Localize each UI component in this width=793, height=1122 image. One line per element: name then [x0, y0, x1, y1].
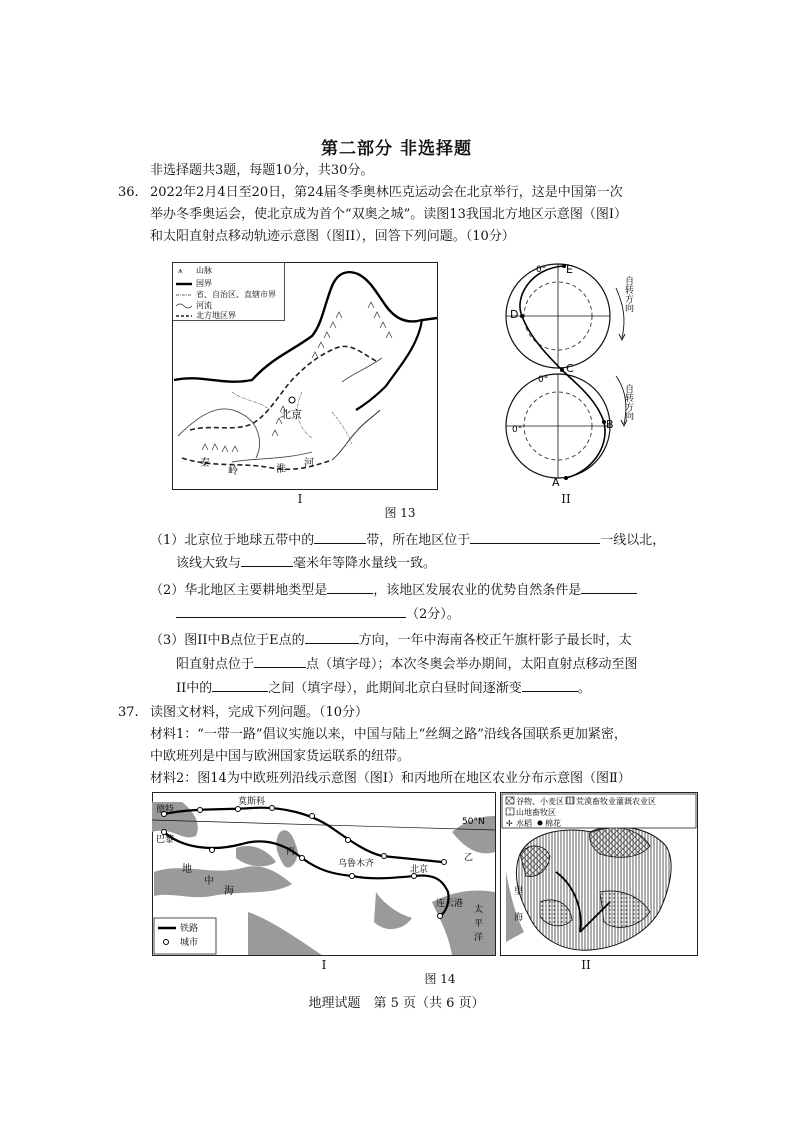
q36-p1-text: （1）北京位于地球五带中的 — [150, 533, 315, 548]
q36-p2-text: （2分）。 — [406, 607, 460, 622]
fig14-sub-i: I — [321, 958, 327, 972]
legend-item: 省、自治区、直辖市界 — [196, 290, 276, 299]
answer-blank[interactable] — [176, 604, 406, 618]
map-label: 里 — [514, 887, 524, 897]
answer-blank[interactable] — [314, 530, 366, 544]
q36-line3: 和太阳直射点移动轨迹示意图（图II），回答下列问题。（10分） — [150, 229, 515, 244]
desert-irrigation-icon — [566, 797, 574, 804]
q36-p2-line2 — [176, 604, 460, 625]
cotton-icon — [538, 821, 543, 826]
map-label: 莫斯科 — [238, 797, 266, 807]
q36-p3-text: 。 — [577, 681, 591, 696]
q37-material1-line2: 中欧班列是中国与欧洲国家货运联系的纽带。 — [150, 749, 411, 764]
map-label-beijing: 北京 — [280, 408, 302, 421]
legend-item: 山地畜牧区 — [516, 808, 556, 817]
orbit-label-c: C — [566, 362, 574, 375]
map-label: 平 — [474, 919, 484, 929]
fig13-caption: 图 13 — [384, 506, 416, 520]
legend-item: 铁路 — [180, 924, 199, 934]
legend-item: 山脉 — [196, 266, 212, 275]
q36-line1: 2022年2月4日至20日，第24届冬季奥林匹克运动会在北京举行，这是中国第一次 — [150, 185, 623, 200]
legend-item: 荒漠畜牧业灌溉农业区 — [576, 797, 656, 806]
orbit-label-b: B — [606, 418, 614, 431]
q36-number: 36. — [118, 185, 139, 200]
fig14-map-ii — [500, 792, 698, 956]
q36-p3-text: II中的 — [176, 681, 213, 696]
answer-blank[interactable] — [470, 530, 600, 544]
answer-blank[interactable] — [212, 678, 268, 692]
fig13-sub-i: I — [297, 492, 303, 506]
legend-item: 水稻 — [516, 819, 532, 828]
rice-icon: ✢ — [506, 819, 513, 828]
map-label: 海 — [224, 886, 234, 897]
map-label: 中 — [204, 876, 214, 887]
answer-blank[interactable] — [581, 580, 637, 594]
orbit-zero-label: 0° — [536, 265, 547, 275]
legend-item: 谷物、小麦区 — [516, 797, 564, 806]
q36-p3-text: 之间（填字母），此期间北京白昼时间逐渐变 — [268, 681, 522, 696]
legend-item: 北方地区界 — [196, 311, 236, 320]
map-label: 洋 — [474, 933, 484, 943]
map-label: 乌鲁木齐 — [338, 859, 375, 869]
fig14-caption: 图 14 — [424, 972, 456, 986]
orbit-zero-label: 0° — [538, 375, 549, 385]
grain-wheat-icon — [506, 797, 514, 804]
q36-p2-text: （2）华北地区主要耕地类型是 — [150, 583, 328, 598]
legend-item: 河流 — [196, 301, 212, 310]
q37-number: 37. — [118, 705, 139, 720]
mountain-pasture-icon — [506, 808, 514, 815]
q37-material1-line1: 材料1：“一带一路”倡议实施以来，中国与陆上“丝绸之路”沿线各国联系更加紧密， — [150, 727, 627, 742]
map-label: 河 — [304, 458, 314, 469]
q36-p2-line1 — [150, 580, 637, 601]
answer-blank[interactable] — [241, 553, 293, 567]
answer-blank[interactable] — [254, 654, 306, 668]
answer-blank[interactable] — [305, 630, 359, 644]
legend-item: 国界 — [196, 279, 212, 288]
orbit-label-d: D — [510, 308, 519, 321]
legend-item: 城市 — [180, 938, 199, 948]
section-title: 第二部分 非选择题 — [321, 139, 472, 159]
lat-label: 50°N — [462, 817, 485, 827]
city-icon — [164, 940, 169, 945]
map-label: 秦 — [200, 458, 210, 469]
q36-p3-text: （3）图II中B点位于E点的 — [150, 633, 305, 648]
q36-p2-text: ，该地区发展农业的优势自然条件是 — [373, 583, 582, 598]
map-label: 巴黎 — [156, 835, 175, 845]
answer-blank[interactable] — [327, 580, 373, 594]
q36-p3-line1 — [150, 630, 632, 651]
map-label: 连云港 — [436, 899, 464, 909]
orbit-label-a: A — [552, 476, 560, 489]
fig13-sub-ii: II — [561, 492, 571, 506]
map-label: 太 — [474, 905, 484, 915]
q36-p3-text: 点（填字母）；本次冬奥会举办期间，太阳直射点移动至图 — [306, 657, 638, 672]
map-label: 德特 — [156, 805, 175, 815]
q36-line2: 举办冬季奥运会，使北京成为首个“双奥之城”。读图13我国北方地区示意图（图I） — [150, 207, 627, 222]
map-label: 丙 — [286, 847, 296, 857]
rotation-direction-label: 自转方向 — [623, 384, 633, 420]
q36-p1-text: 该线大致与 — [176, 556, 242, 571]
answer-blank[interactable] — [522, 678, 578, 692]
mountain-icon: ⩚ — [178, 266, 183, 275]
fig14-sub-ii: II — [581, 958, 591, 972]
beijing-dot — [289, 397, 295, 403]
map-label: 岭 — [228, 466, 238, 477]
section-intro: 非选择题共3题，每题10分，共30分。 — [150, 163, 374, 178]
q36-p3-text: 阳直射点位于 — [176, 657, 255, 672]
map-label: 地 — [182, 864, 192, 875]
map-label: 乙 — [464, 853, 474, 863]
q36-p1-line2 — [176, 553, 436, 574]
q36-p3-text: 方向，一年中海南各校正午旗杆影子最长时，太 — [358, 633, 632, 648]
map-label: 北京 — [410, 865, 429, 875]
map-label: 海 — [514, 913, 524, 923]
q36-p1-line1 — [150, 530, 665, 551]
rotation-direction-label: 自转方向 — [623, 276, 633, 312]
legend-item: 棉花 — [545, 819, 561, 828]
q37-line1: 读图文材料，完成下列问题。（10分） — [150, 705, 369, 720]
q36-p3-line3 — [176, 678, 591, 699]
map-label: 淮 — [276, 464, 286, 475]
orbit-label-e: E — [566, 263, 573, 276]
fig13-map-i — [172, 262, 438, 490]
q37-material2: 材料2：图14为中欧班列沿线示意图（图Ⅰ）和丙地所在地区农业分布示意图（图Ⅱ） — [150, 771, 631, 786]
orbit-zero-label: 0° — [512, 425, 523, 435]
fig14-map-i — [152, 792, 496, 956]
fig13-orbit-ii — [500, 258, 650, 492]
q36-p1-text: 带，所在地区位于 — [366, 533, 471, 548]
q36-p1-text: 毫米年等降水量线一致。 — [293, 556, 437, 571]
q36-p3-line2 — [176, 654, 638, 675]
q36-p1-text: 一线以北， — [600, 533, 666, 548]
page-footer: 地理试题 第 5 页（共 6 页） — [308, 996, 485, 1011]
